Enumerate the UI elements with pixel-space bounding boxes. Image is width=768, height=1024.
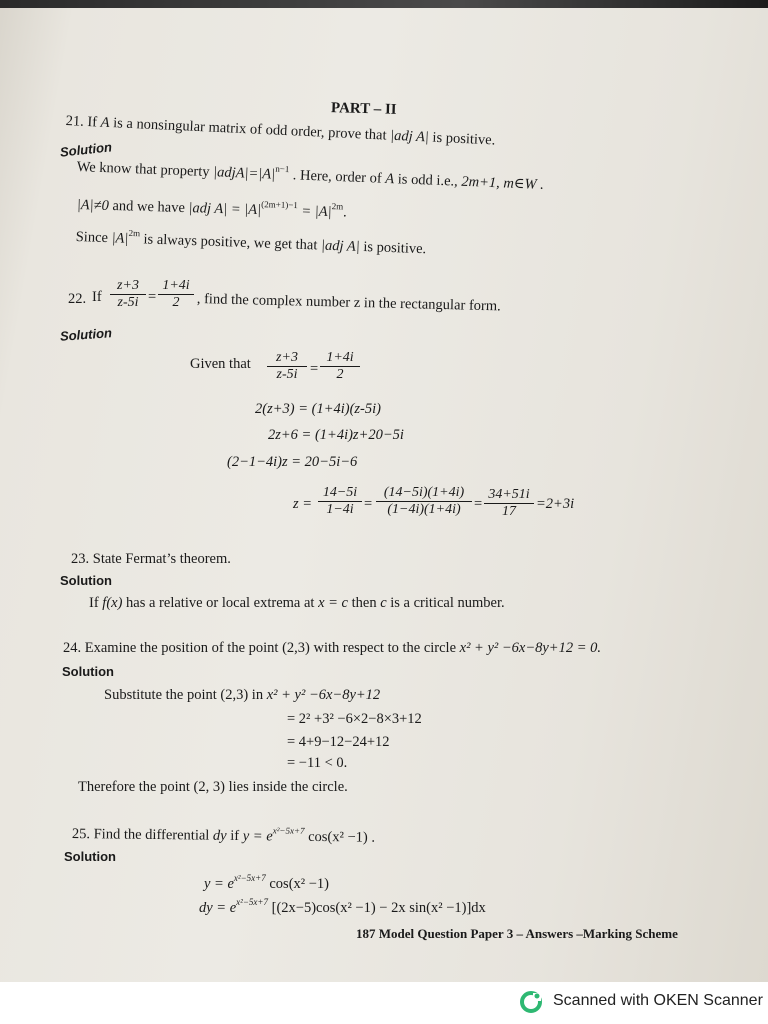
q24-step-3: = 4+9−12−24+12 bbox=[287, 734, 390, 750]
q21-l3-a: Since bbox=[75, 229, 109, 247]
q25-e: cos(x² −1) . bbox=[308, 828, 376, 846]
q22-s1-rden: 2 bbox=[336, 367, 344, 382]
q22-eq: = bbox=[148, 289, 157, 305]
q21-l2-b: and we have bbox=[112, 197, 186, 217]
q22-rhs-num: 1+4i bbox=[158, 278, 194, 295]
q23-d: x = c bbox=[318, 595, 348, 611]
q21-l1-d: A bbox=[385, 170, 395, 188]
q22-step5-z: z = bbox=[293, 496, 313, 512]
q21-l3-b: |A| bbox=[111, 230, 129, 247]
q25-solution-label: Solution bbox=[64, 849, 116, 864]
q21-l2-e: . bbox=[342, 204, 347, 221]
q23-f: c bbox=[380, 595, 387, 611]
q22-s1-num: z+3 bbox=[267, 350, 307, 367]
q21-text-c: is a nonsingular matrix of odd order, prove that bbox=[112, 115, 387, 144]
q21-text-b: A bbox=[100, 114, 110, 131]
q23-answer bbox=[89, 596, 505, 612]
q24-b: x² + y² −6x−8y+12 = 0. bbox=[459, 640, 602, 656]
q22-s5-f3d: 17 bbox=[502, 504, 516, 519]
q21-l1-sup: n−1 bbox=[275, 163, 290, 175]
q23-b: f(x) bbox=[102, 595, 123, 611]
q21-l2-c: |adj A| = |A| bbox=[188, 200, 262, 219]
q22-number: 22. bbox=[68, 291, 87, 307]
q21-l3-d: |adj A| bbox=[320, 237, 361, 255]
q25-c: if bbox=[230, 827, 240, 845]
q22-s1-eq: = bbox=[310, 361, 319, 377]
q21-l1-c: . Here, order of bbox=[292, 167, 383, 187]
q21-l1-e: is odd i.e., bbox=[397, 171, 459, 190]
q25-step-2 bbox=[199, 897, 486, 917]
q24-step-1 bbox=[104, 688, 380, 704]
q21-l3-sup: 2m bbox=[128, 227, 141, 239]
q24-l1-a: Substitute the point (2,3) in bbox=[104, 687, 264, 703]
q22-step1-rhs bbox=[320, 350, 360, 383]
q24-l1-b: x² + y² −6x−8y+12 bbox=[266, 687, 381, 703]
page-top-edge bbox=[0, 0, 768, 8]
q21-solution-line-1 bbox=[76, 160, 544, 194]
q21-l1-b: |adjA|=|A| bbox=[212, 164, 276, 183]
q22-step-4: (2−1−4i)z = 20−5i−6 bbox=[227, 454, 358, 470]
q23-number: 23. bbox=[71, 551, 90, 567]
q23-solution-label: Solution bbox=[60, 573, 112, 588]
q22-step-3: 2z+6 = (1+4i)z+20−5i bbox=[268, 427, 404, 443]
q22-step5-frac1 bbox=[318, 485, 362, 518]
oken-scanner-logo-icon bbox=[519, 990, 543, 1014]
q25-l2-sup: x²−5x+7 bbox=[236, 897, 268, 907]
q21-l2-d: = |A| bbox=[301, 203, 332, 221]
q23-question: State Fermat’s theorem. bbox=[92, 551, 231, 567]
q21-text-e: is positive. bbox=[432, 129, 496, 149]
q22-s1-den: z-5i bbox=[276, 367, 298, 382]
q25-step-1 bbox=[204, 873, 330, 893]
page-footer: 187 Model Question Paper 3 – Answers –Marking Scheme bbox=[356, 926, 678, 941]
q24-a: Examine the position of the point (2,3) with respect to the circle bbox=[84, 640, 457, 656]
scanner-label: Scanned with OKEN Scanner bbox=[553, 992, 763, 1009]
q21-number: 21. bbox=[65, 113, 85, 130]
q21-l1-a: We know that property bbox=[76, 159, 210, 181]
q24-solution-label: Solution bbox=[62, 664, 114, 679]
q24-step-2: = 2² +3² −6×2−8×3+12 bbox=[287, 711, 422, 727]
q23-c: has a relative or local extrema at bbox=[126, 595, 315, 611]
q25-l1-a: y = e bbox=[204, 876, 234, 892]
q25-a: Find the differential bbox=[93, 826, 210, 844]
q24-number: 24. bbox=[63, 640, 82, 656]
q25-b: dy bbox=[212, 827, 227, 844]
q21-solution-line-3 bbox=[75, 227, 427, 258]
q21-text-d: |adj A| bbox=[389, 127, 430, 146]
q22-step5-eq1: = bbox=[364, 496, 373, 512]
q21-l2-sup1: (2m+1)−1 bbox=[261, 199, 299, 211]
q22-s5-f2n: (14−5i)(1+4i) bbox=[376, 485, 472, 502]
q25-sup: x²−5x+7 bbox=[272, 825, 305, 836]
q25-number: 25. bbox=[71, 826, 91, 843]
q22-given: Given that bbox=[190, 356, 251, 372]
q21-l2-a: |A|≠0 bbox=[76, 197, 110, 214]
q22-rhs-fraction bbox=[158, 278, 194, 311]
q23-g: is a critical number. bbox=[390, 595, 505, 611]
q24-line bbox=[63, 641, 601, 657]
q22-step5-eq2: = bbox=[474, 496, 483, 512]
q21-l3-c: is always positive, we get that bbox=[143, 231, 318, 254]
q21-solution-line-2 bbox=[77, 198, 347, 221]
q21-l1-f: 2m+1, m∈W . bbox=[461, 173, 545, 193]
q22-s5-f1n: 14−5i bbox=[318, 485, 362, 502]
q22-lhs-den: z-5i bbox=[117, 295, 139, 310]
q22-s5-f1d: 1−4i bbox=[326, 502, 354, 517]
q25-d: y = e bbox=[242, 828, 273, 845]
q23-line bbox=[71, 552, 231, 568]
q22-s5-f2d: (1−4i)(1+4i) bbox=[387, 502, 461, 517]
q21-l2-sup2: 2m bbox=[331, 201, 344, 212]
q25-l1-sup: x²−5x+7 bbox=[233, 873, 266, 883]
q25-line bbox=[72, 827, 375, 847]
q25-l2-a: dy = e bbox=[199, 900, 237, 916]
q25-l2-b: [(2x−5)cos(x² −1) − 2x sin(x² −1)]dx bbox=[271, 900, 486, 916]
q23-a: If bbox=[89, 595, 99, 611]
q21-solution-label: Solution bbox=[59, 139, 113, 160]
q22-step5-frac2 bbox=[376, 485, 472, 518]
q22-s5-f3n: 34+51i bbox=[484, 487, 534, 504]
q22-step5-result: =2+3i bbox=[536, 496, 575, 512]
q22-question-rest: , find the complex number z in the rectangular form. bbox=[196, 291, 501, 315]
q22-step5-frac3 bbox=[484, 487, 534, 520]
q22-lhs-num: z+3 bbox=[110, 278, 146, 295]
q24-conclusion: Therefore the point (2, 3) lies inside the circle. bbox=[78, 779, 348, 795]
q22-solution-label: Solution bbox=[59, 325, 113, 344]
q24-step-4: = −11 < 0. bbox=[287, 755, 348, 771]
q22-step-2: 2(z+3) = (1+4i)(z-5i) bbox=[255, 401, 381, 417]
q22-rhs-den: 2 bbox=[172, 295, 180, 310]
q22-s1-rnum: 1+4i bbox=[320, 350, 360, 367]
q25-l1-b: cos(x² −1) bbox=[269, 876, 330, 892]
q22-step1-lhs bbox=[267, 350, 307, 383]
q21-l3-e: is positive. bbox=[363, 239, 427, 258]
q21-line bbox=[65, 114, 495, 149]
q23-e: then bbox=[351, 595, 377, 611]
part-heading: PART – II bbox=[330, 100, 397, 118]
q21-text-a: If bbox=[87, 113, 98, 131]
q22-if: If bbox=[92, 289, 102, 305]
q22-lhs-fraction bbox=[110, 278, 146, 311]
